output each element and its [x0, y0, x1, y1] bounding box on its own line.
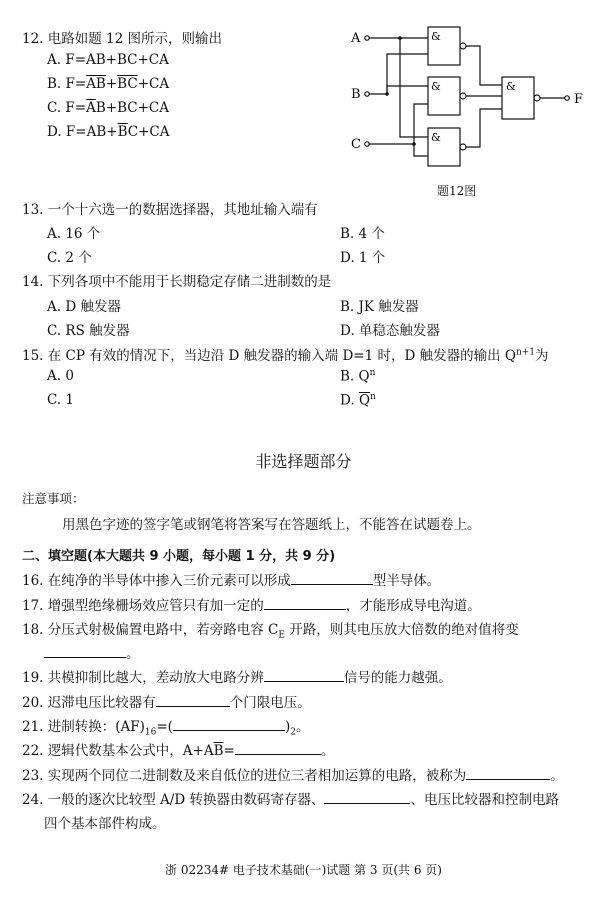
notice-text: 用黑色字迹的签字笔或钢笔将答案写在答题纸上，不能答在试题卷上。 [62, 517, 481, 533]
input-label-a: A [351, 31, 361, 46]
q13-option-a: A. 16 个 [47, 226, 101, 242]
q14-option-c: C. RS 触发器 [47, 323, 130, 339]
q13-option-b: B. 4 个 [340, 226, 385, 242]
answer-blank[interactable] [44, 644, 126, 658]
q15-option-a: A. 0 [47, 368, 74, 384]
q12-circuit-diagram [340, 15, 590, 175]
input-label-c: C [351, 137, 361, 152]
q14-stem: 14. 下列各项中不能用于长期稳定存储二进制数的是 [22, 274, 332, 290]
answer-blank[interactable] [173, 717, 285, 731]
notice-title: 注意事项： [22, 491, 85, 506]
q15-option-c: C. 1 [47, 392, 75, 408]
q16: 16. 在纯净的半导体中掺入三价元素可以形成 型半导体。 [22, 573, 441, 589]
figure-caption: 题12图 [437, 184, 477, 198]
answer-blank[interactable] [235, 741, 321, 755]
q14-option-a: A. D 触发器 [47, 299, 121, 315]
q23: 23. 实现两个同位二进制数及来自低位的进位三者相加运算的电路，被称为 。 [22, 768, 564, 784]
gate-symbol: & [506, 80, 516, 93]
part2-heading: 二、填空题(本大题共 9 小题，每小题 1 分，共 9 分) [22, 549, 336, 564]
answer-blank[interactable] [291, 571, 373, 585]
q12-option-a: A. F=AB+BC+CA [47, 52, 169, 68]
page-footer: 浙 02234# 电子技术基础(一)试题 第 3 页(共 6 页) [165, 863, 442, 877]
q18: 18. 分压式射极偏置电路中，若旁路电容 $C_E$ 开路，则其电压放大倍数的绝对值将变 [22, 622, 519, 641]
q14-option-b: B. JK 触发器 [340, 299, 419, 315]
q12-option-b: B. $F=\overline{AB}+\overline{BC}+CA$ [47, 76, 170, 92]
q24: 24. 一般的逐次比较型 A/D 转换器由数码寄存器、 、电压比较器和控制电路 [22, 792, 559, 808]
gate-symbol: & [431, 131, 441, 144]
q12-option-d: D. $F=AB+\overline{B}C+CA$ [47, 124, 170, 140]
output-label-f: F [574, 92, 584, 107]
q14-option-d: D. 单稳态触发器 [340, 323, 440, 339]
q12-option-c: C. $F=\overline{A}B+BC+CA$ [47, 100, 169, 116]
q19: 19. 共模抑制比越大，差动放大电路分辨 信号的能力越强。 [22, 670, 452, 686]
q22: 22. 逻辑代数基本公式中，$A+A\overline{B}=$ 。 [22, 743, 335, 759]
answer-blank[interactable] [264, 596, 346, 610]
input-label-b: B [351, 87, 361, 102]
q18-answer-line: 。 [44, 642, 140, 662]
answer-blank[interactable] [156, 693, 230, 707]
q13-option-d: D. 1 个 [340, 250, 386, 266]
answer-blank[interactable] [324, 790, 410, 804]
q13-option-c: C. 2 个 [47, 250, 92, 266]
q12-stem: 12. 电路如题 12 图所示，则输出 [22, 31, 223, 47]
gate-symbol: & [431, 80, 441, 93]
q15-option-b: B. $Q^n$ [340, 368, 376, 385]
q21: 21. 进制转换：$(AF)_{16}=$( )$_2$。 [22, 719, 310, 738]
q20: 20. 迟滞电压比较器有 个门限电压。 [22, 695, 311, 711]
q15-stem: 15. 在 CP 有效的情况下，当边沿 D 触发器的输入端 D=1 时，D 触发器的输出 $Q^{n+1}$为 [22, 347, 549, 364]
q13-stem: 13. 一个十六选一的数据选择器，其地址输入端有 [22, 202, 318, 218]
q24-continued: 四个基本部件构成。 [44, 816, 166, 832]
answer-blank[interactable] [264, 668, 344, 682]
q15-option-d: D. $\overline{Q}^n$ [340, 392, 376, 409]
gate-symbol: & [431, 30, 441, 43]
section-title: 非选择题部分 [255, 452, 352, 471]
answer-blank[interactable] [466, 766, 550, 780]
q17: 17. 增强型绝缘栅场效应管只有加一定的 ，才能形成导电沟道。 [22, 598, 481, 614]
